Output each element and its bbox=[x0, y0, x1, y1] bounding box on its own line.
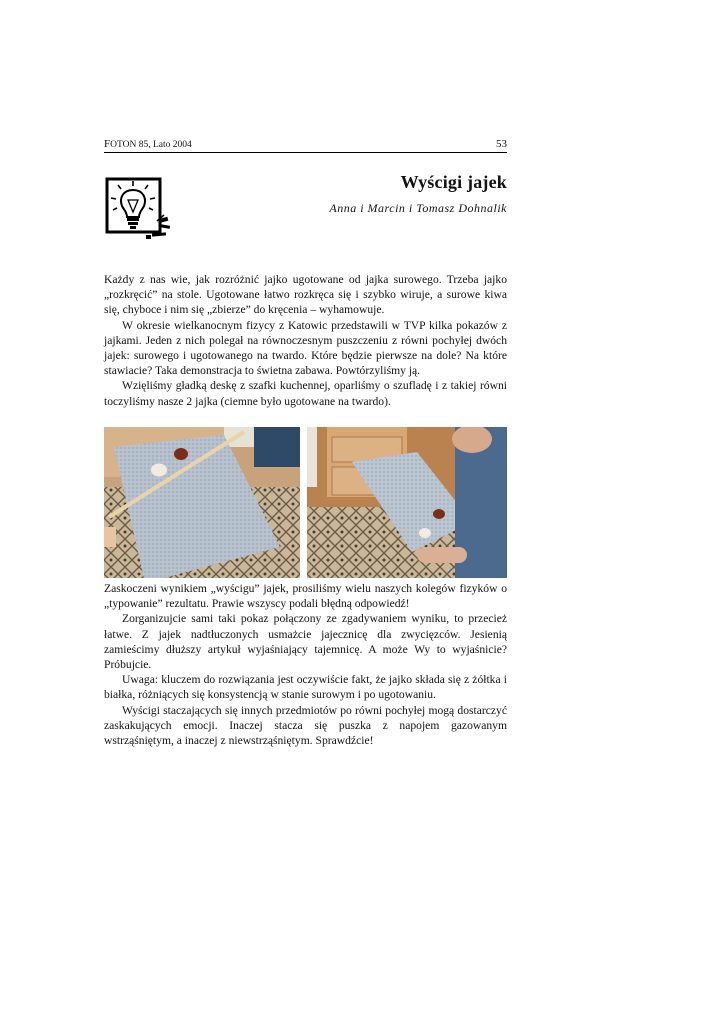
journal-prefix: F bbox=[104, 138, 111, 150]
paragraph: Wyścigi staczających się innych przedmiotów po równi pochyłej mogą dostarczyć zaskakujących emocji. Inaczej stacza się puszka z napojem gazowanym wstrząśniętym, a inaczej z niewstrząśniętym. Sprawdźcie! bbox=[104, 703, 507, 748]
photo-board-eggs-bottom bbox=[307, 427, 507, 578]
article-title: Wyścigi jajek bbox=[400, 172, 507, 192]
paragraph: W okresie wielkanocnym fizycy z Katowic przedstawili w TVP kilka pokazów z jajkami. Jeden z nich polegał na równoczesnym puszczeniu z równi pochyłej dwóch jajek: surowego i ugotowanego na twardo. Które będzie pierwsze na dole? Na które stawiacie? Taka demonstracja to świetna zabawa. Powtórzyliśmy ją. bbox=[104, 318, 507, 378]
paragraph: Uwaga: kluczem do rozwiązania jest oczywiście fakt, że jajko składa się z żółtka i białka, różniących się konsystencją w stanie surowym i po ugotowaniu. bbox=[104, 673, 507, 702]
journal-rest: OTON 85, Lato 2004 bbox=[110, 140, 192, 150]
paragraph: Zorganizujcie sami taki pokaz połączony ze zgadywaniem wyniku, to przecież łatwe. Z jajek nadtłuczonych usmażcie jajecznicę dla zwycięzców. Jesienią zamieścimy dłuższy artykuł wyjaśniający tajemnicę. A może Wy to wyjaśnicie? Próbujcie. bbox=[104, 612, 507, 672]
page-number: 53 bbox=[496, 138, 507, 150]
article-body-bottom bbox=[104, 581, 507, 748]
journal-info bbox=[104, 137, 192, 153]
photo-board-eggs-top bbox=[104, 427, 300, 578]
page-header bbox=[104, 137, 507, 153]
article-authors: Anna i Marcin i Tomasz Dohnalik bbox=[329, 201, 507, 215]
article-body-top bbox=[104, 272, 507, 409]
paragraph: Każdy z nas wie, jak rozróżnić jajko ugotowane od jajka surowego. Trzeba jajko „rozkręcić” na stole. Ugotowane łatwo rozkręca się i szybko wiruje, a surowe kiwa się, chyboce i nim się „zbierze” do kręcenia – wyhamowuje. bbox=[104, 273, 507, 317]
paragraph: Wzięliśmy gładką deskę z szafki kuchennej, oparliśmy o szufladę i z takiej równi toczyliśmy nasze 2 jajka (ciemne było ugotowane na twardo). bbox=[104, 379, 507, 408]
lightbulb-icon bbox=[104, 176, 174, 240]
paragraph: Zaskoczeni wynikiem „wyścigu” jajek, prosiliśmy wielu naszych kolegów fizyków o „typowanie” rezultatu. Prawie wszyscy podali błędną odpowiedź! bbox=[104, 582, 507, 611]
